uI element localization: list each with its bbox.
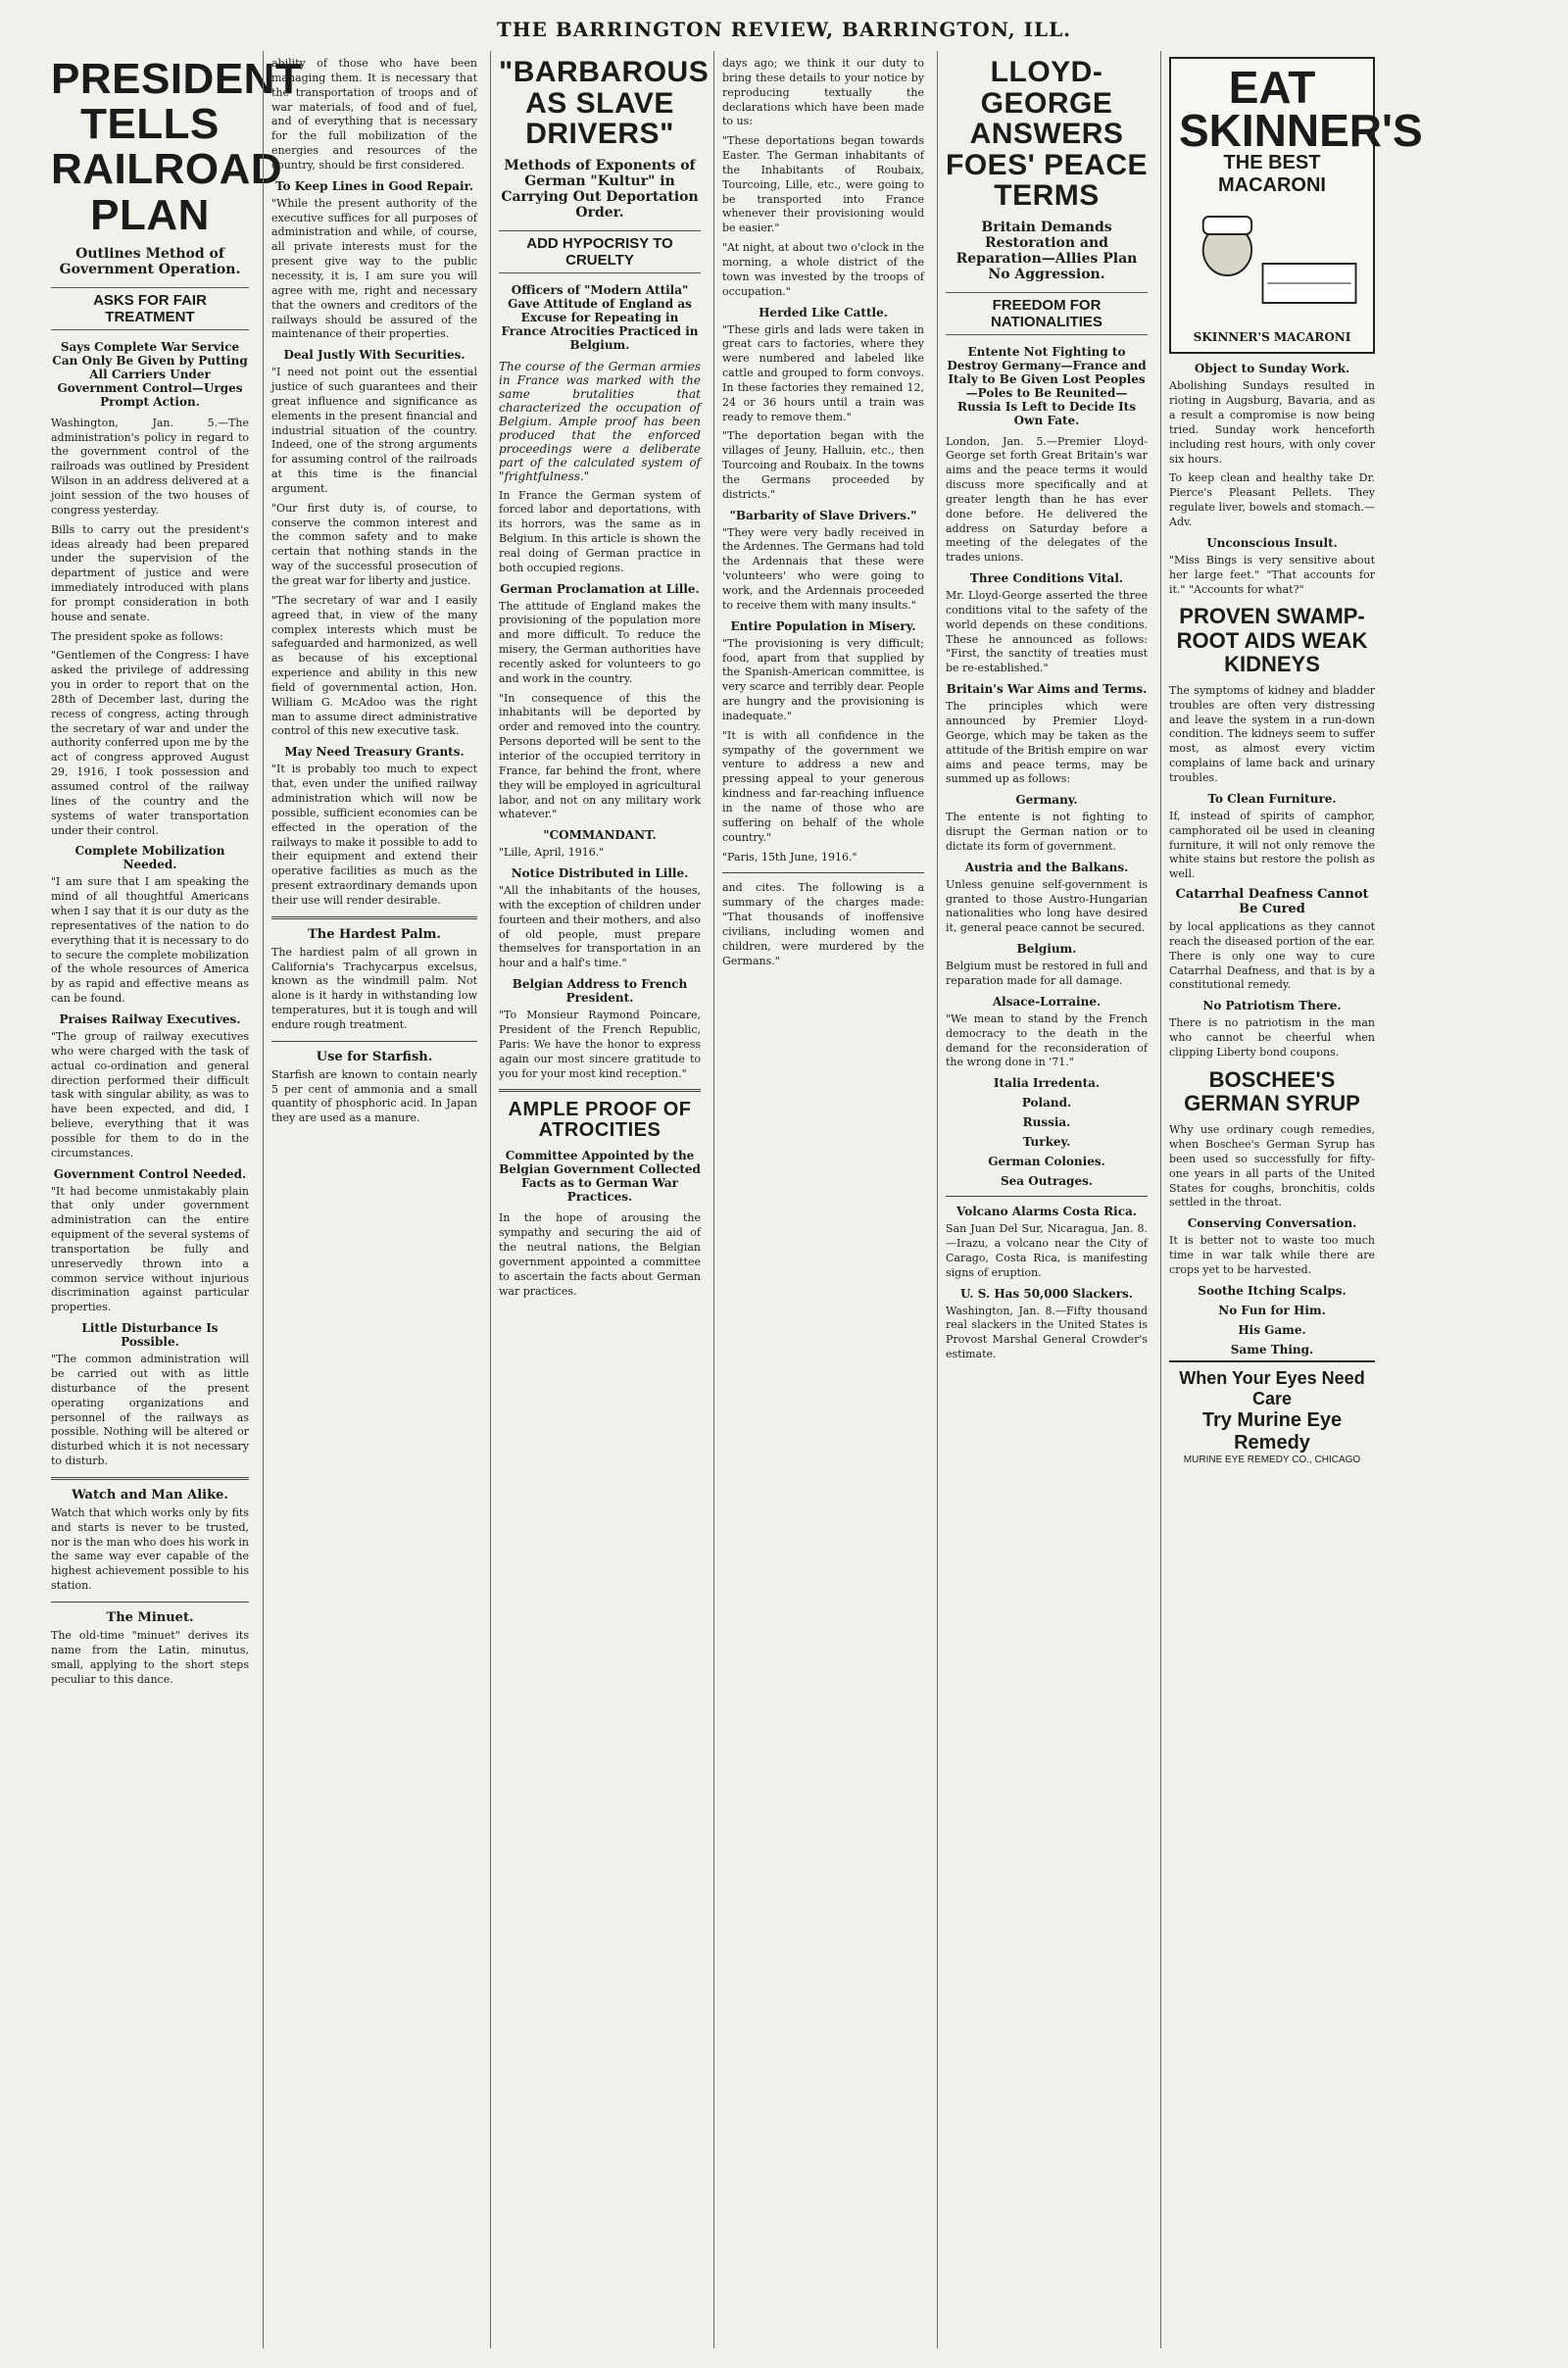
- paragraph: "The common administration will be carried out with as little disturbance of the present operating organizations and personnel of the railways as possible. Nothing will be altered or disturbed which it is not necessary to disturb.: [51, 1353, 249, 1468]
- paragraph: Mr. Lloyd-George asserted the three conditions vital to the safety of the world depends on these conditions. These he announced as follows: "First, the sanctity of treaties must be re-established.": [946, 589, 1148, 675]
- signature: "COMMANDANT.: [543, 828, 657, 843]
- paragraph: "It is probably too much to expect that, even under the unified railway administration which will now be possible, sufficient economies can be effected in the operation of the railways to make it possible to add to their equipment and extend their operative facilities as much as the present extraordinary demands upon their use will render desirable.: [271, 763, 477, 907]
- paragraph: The symptoms of kidney and bladder troubles are often very distressing and leave the system in a run-down condition. The kidneys seem to suffer most, as almost every victim complains of lame back and urinary troubles.: [1169, 683, 1375, 784]
- paragraph: ability of those who have been managing them. It is necessary that the transportation of troops and of war materials, of food and of fuel, and of everything that is necessary for the full mobilization of the energies and resources of the country, should be first considered.: [271, 57, 477, 172]
- filler-heading: Watch and Man Alike.: [72, 1487, 228, 1503]
- paragraph: "They were very badly received in the Ardennes. The Germans had told the Ardennais that these were 'volunteers' who were going to work, and the Ardennais proceeded to receive them with many insults.": [722, 525, 924, 612]
- summary-deck: Committee Appointed by the Belgian Government Collected Facts as to German War Practices.: [499, 1149, 701, 1205]
- paragraph: "It is with all confidence in the sympathy of the government we venture to address a new and pressing appeal to your generous kindness and far-reaching influence in the name of those who are suffering on behalf of the whole country.": [722, 728, 924, 844]
- lede-paragraph: The course of the German armies in France was marked with the same brutalities that characterized the occupation of Belgium. Ample proof has been produced that the enforced proceedings were a deliberate part of the calculated system of "frightfulness.": [499, 359, 701, 483]
- masthead: THE BARRINGTON REVIEW, BARRINGTON, ILL.: [496, 18, 1072, 41]
- chef-illustration: [1179, 205, 1365, 322]
- section-heading: No Fun for Him.: [1218, 1303, 1326, 1317]
- swamp-root-ad: PROVEN SWAMP-ROOT AIDS WEAK KIDNEYS: [1176, 604, 1368, 676]
- section-heading: U. S. Has 50,000 Slackers.: [960, 1286, 1133, 1301]
- paragraph: It is better not to waste too much time in war talk while there are crops yet to be harvested.: [1169, 1234, 1375, 1276]
- dateline: "Paris, 15th June, 1916.": [722, 850, 858, 863]
- section-heading: Herded Like Cattle.: [759, 305, 888, 320]
- section-heading: Alsace-Lorraine.: [992, 994, 1102, 1009]
- paragraph: Belgium must be restored in full and reparation made for all damage.: [946, 960, 1148, 987]
- paragraph: In the hope of arousing the sympathy and securing the aid of the neutral nations, the Belgian government appointed a committee to ascertain the facts about German war practices.: [499, 1211, 701, 1298]
- section-heading: Poland.: [1021, 1096, 1072, 1110]
- paragraph: "I need not point out the essential justice of such guarantees and their great influence and significance as elements in the present financial and industrial situation of the country. Indeed, one of the strong arguments for assuming control of the railroads at this time is the financial argument.: [271, 366, 477, 495]
- section-heading: German Proclamation at Lille.: [500, 581, 700, 596]
- section-heading: Deal Justly With Securities.: [283, 348, 466, 363]
- section-heading: Unconscious Insult.: [1206, 535, 1338, 550]
- murine-ad-line3: MURINE EYE REMEDY CO., CHICAGO: [1183, 1454, 1361, 1465]
- headline-lloyd-george: LLOYD-GEORGE ANSWERS FOES' PEACE TERMS: [946, 56, 1149, 212]
- paragraph: To keep clean and healthy take Dr. Pierce's Pleasant Pellets. They regulate liver, bowels and stomach.—Adv.: [1169, 471, 1375, 528]
- section-heading: May Need Treasury Grants.: [284, 745, 465, 760]
- paragraph: "Our first duty is, of course, to conserve the common interest and the common safety and to make certain that nothing stands in the way of the successful prosecution of the great war for liberty and justice.: [271, 501, 477, 587]
- section-heading: Government Control Needed.: [53, 1166, 247, 1181]
- subheadline: Outlines Method of Government Operation.: [59, 245, 241, 277]
- paragraph: days ago; we think it our duty to bring these details to your notice by reproducing textually the declarations which have been made to us:: [722, 57, 924, 128]
- section-heading: Germany.: [1015, 793, 1078, 808]
- column-4: [713, 51, 932, 2348]
- deck: ASKS FOR FAIR TREATMENT: [51, 287, 249, 330]
- section-heading: Entire Population in Misery.: [730, 618, 916, 633]
- divider: [946, 1196, 1148, 1197]
- section-heading: Little Disturbance Is Possible.: [81, 1321, 219, 1350]
- summary-deck: Entente Not Fighting to Destroy Germany—France and Italy to Be Given Lost Peoples—Poles to Be Reunited—Russia Is Left to Decide Its Own Fate.: [947, 344, 1147, 427]
- section-heading: His Game.: [1238, 1322, 1306, 1337]
- paragraph: The hardiest palm of all grown in California's Trachycarpus excelsus, known as the windmill palm. Not alone is it hardy in withstanding low temperatures, but it is tough and will endure rough treatment.: [271, 945, 477, 1031]
- section-heading: Praises Railway Executives.: [59, 1011, 241, 1026]
- murine-ad-line1: When Your Eyes Need Care: [1179, 1367, 1365, 1408]
- summary-deck: Officers of "Modern Attila" Gave Attitude of England as Excuse for Repeating in France Atrocities Practiced in Belgium.: [501, 282, 699, 352]
- paragraph: "The deportation began with the villages of Jeuny, Halluin, etc., then Tourcoing and Roubaix. In the towns the Germans proceeded by districts.": [722, 429, 924, 501]
- section-heading: Austria and the Balkans.: [964, 860, 1129, 874]
- section-heading: Sea Outrages.: [1000, 1174, 1094, 1189]
- divider: [51, 1477, 249, 1480]
- paragraph: "These girls and lads were taken in great cars to factories, where they were numbered and labeled like cattle and grouped to form convoys. In these factories they remained 12, 24 or 36 hours until a train was ready to remove them.": [722, 322, 924, 423]
- paragraph: "It had become unmistakably plain that only under government administration can the entire equipment of the several systems of transportation be fully and unreservedly thrown into a common service without injurious discrimination against particular properties.: [51, 1184, 249, 1314]
- paragraph: "At night, at about two o'clock in the morning, a whole district of the town was invested by the troops of occupation.": [722, 241, 924, 298]
- column-3: [490, 51, 709, 2348]
- divider: [271, 916, 477, 919]
- section-heading: Conserving Conversation.: [1187, 1216, 1357, 1231]
- headline-president: PRESIDENT TELLS RAILROAD PLAN: [51, 55, 303, 239]
- column-1: [43, 51, 303, 2348]
- paragraph: Washington, Jan. 8.—Fifty thousand real slackers in the United States is Provost Marshal General Crowder's estimate.: [946, 1304, 1148, 1361]
- paragraph: "The provisioning is very difficult; food, apart from that supplied by the Spanish-American committee, is very scarce and terribly dear. People are hungry and the provisioning is inadequate.": [722, 636, 924, 722]
- divider: [722, 872, 924, 873]
- section-heading: Notice Distributed in Lille.: [511, 866, 689, 881]
- divider: [51, 1602, 249, 1603]
- paragraph: Unless genuine self-government is granted to those Austro-Hungarian nationalities who long have desired it, general peace cannot be secured.: [946, 877, 1148, 935]
- paragraph: Bills to carry out the president's ideas already had been prepared under the supervision of the department of justice and were immediately introduced with plans for prompt consideration in both house and senate.: [51, 522, 249, 623]
- divider: [271, 1041, 477, 1042]
- paragraph: Starfish are known to contain nearly 5 per cent of ammonia and a small quantity of phosphoric acid. In Japan they are used as a manure.: [271, 1067, 477, 1125]
- paragraph: San Juan Del Sur, Nicaragua, Jan. 8.—Irazu, a volcano near the City of Carago, Costa Rica, is manifesting signs of eruption.: [946, 1222, 1148, 1279]
- murine-ad: [1169, 1360, 1375, 1465]
- subheadline: Britain Demands Restoration and Reparation—Allies Plan No Aggression.: [956, 219, 1138, 282]
- murine-ad-line2: Try Murine Eye Remedy: [1201, 1408, 1343, 1454]
- section-heading: Belgium.: [1016, 942, 1077, 957]
- paragraph: "All the inhabitants of the houses, with the exception of children under fourteen and their mothers, and also of old people, must prepare themselves for transportation in an hour and a half's time.": [499, 884, 701, 970]
- filler-heading: Use for Starfish.: [316, 1049, 433, 1064]
- divider: [499, 1089, 701, 1092]
- section-heading: Three Conditions Vital.: [969, 571, 1124, 586]
- section-heading: Volcano Alarms Costa Rica.: [956, 1205, 1137, 1219]
- headline-ample-proof: AMPLE PROOF OF ATROCITIES: [508, 1099, 692, 1142]
- paragraph: Why use ordinary cough remedies, when Boschee's German Syrup has been used so successfully for fifty-one years in all parts of the United States for coughs, bronchitis, colds settled in the throat.: [1169, 1123, 1375, 1209]
- summary-deck: Says Complete War Service Can Only Be Given by Putting All Carriers Under Government Control—Urges Prompt Action.: [52, 339, 248, 409]
- section-heading: Belgian Address to French President.: [512, 977, 688, 1006]
- section-heading: Soothe Itching Scalps.: [1198, 1283, 1347, 1298]
- paragraph: Abolishing Sundays resulted in rioting in Augsburg, Bavaria, and as a result a compromise is now being tried. Sunday work henceforth including rest hours, with only cover six hours.: [1169, 379, 1375, 466]
- filler-heading: The Hardest Palm.: [308, 926, 441, 942]
- headline-barbarous: "BARBAROUS AS SLAVE DRIVERS": [499, 56, 710, 150]
- deck: ADD HYPOCRISY TO CRUELTY: [499, 230, 701, 273]
- paragraph: "I am sure that I am speaking the mind of all thoughtful Americans when I say that it is our duty as the representatives of the nation to do everything that it is necessary to do to secure the complete mobilization of the whole resources of America by as rapid and effective means as can be found.: [51, 875, 249, 1006]
- dateline: "Lille, April, 1916.": [499, 846, 605, 860]
- ad-subtitle: THE BEST MACARONI: [1218, 152, 1326, 197]
- paragraph: If, instead of spirits of camphor, camphorated oil be used in cleaning furniture, it will not only remove the white stains but restore the polish as well.: [1169, 809, 1375, 881]
- ad-title: EAT SKINNER'S: [1179, 62, 1423, 156]
- section-heading: Russia.: [1022, 1115, 1071, 1130]
- filler-heading: The Minuet.: [106, 1609, 194, 1625]
- ad-package-label: SKINNER'S MACARONI: [1193, 330, 1351, 345]
- section-heading: Same Thing.: [1230, 1342, 1314, 1357]
- section-heading: Complete Mobilization Needed.: [74, 844, 225, 872]
- section-heading: To Clean Furniture.: [1207, 791, 1337, 806]
- column-6: [1160, 51, 1423, 2348]
- paragraph: The president spoke as follows:: [51, 629, 223, 643]
- paragraph: Washington, Jan. 5.—The administration's policy in regard to the government control of the railroads was outlined by President Wilson in an address delivered at a joint session of the two houses of congress yesterday.: [51, 416, 249, 517]
- column-5: [937, 51, 1155, 2348]
- paragraph: London, Jan. 5.—Premier Lloyd-George set forth Great Britain's war aims and the peace terms it would discuss more specifically and at greater length than he has ever done before. He delivered the address on Saturday before a meeting of the delegates of the trades unions.: [946, 434, 1148, 565]
- section-heading: Britain's War Aims and Terms.: [946, 682, 1148, 697]
- paragraph: and cites. The following is a summary of the charges made: "That thousands of inoffensive civilians, including women and children, were murdered by the Germans.": [722, 881, 924, 967]
- subheadline: Methods of Exponents of German "Kultur" in Carrying Out Deportation Order.: [501, 157, 699, 221]
- paragraph: The principles which were announced by Premier Lloyd-George, which may be taken as the attitude of the British empire on war aims and peace terms, may be summed up as follows:: [946, 700, 1148, 786]
- paragraph: "To Monsieur Raymond Poincare, President of the French Republic, Paris: We have the honor to express again our most sincere gratitude to you for your most kind reception.": [499, 1009, 701, 1080]
- section-heading: German Colonies.: [988, 1155, 1105, 1169]
- catarrh-ad-heading: Catarrhal Deafness Cannot Be Cured: [1175, 887, 1369, 917]
- boschee-ad: BOSCHEE'S GERMAN SYRUP: [1184, 1066, 1360, 1115]
- paragraph: "While the present authority of the executive suffices for all purposes of administration and while, of course, all private interests must for the present give way to the public necessity, it is, I am sure you will agree with me, right and necessary that the owners and creditors of the railways should be assured of the maintenance of their properties.: [271, 196, 477, 341]
- paragraph: "We mean to stand by the French democracy to the death in the demand for the reconsideration of the wrong done in '71.": [946, 1011, 1148, 1069]
- paragraph: Watch that which works only by fits and starts is never to be trusted, nor is the man who does his work in the same way ever capable of the highest achievement possible to his station.: [51, 1505, 249, 1593]
- section-heading: Turkey.: [1022, 1135, 1071, 1150]
- paragraph: "The secretary of war and I easily agreed that, in view of the many complex interests which must be safeguarded and harmonized, as well as because of his exceptional experience and ability in this new field of governmental action, Hon. William G. McAdoo was the right man to assume direct administrative control of this new executive task.: [271, 593, 477, 738]
- section-heading: Object to Sunday Work.: [1194, 362, 1350, 376]
- paragraph: In France the German system of forced labor and deportations, with its horrors, was the same as in Belgium. In this article is shown the real doing of German practice in both occupied regions.: [499, 488, 701, 574]
- section-heading: "Barbarity of Slave Drivers.": [729, 508, 917, 522]
- section-heading: Italia Irredenta.: [993, 1076, 1101, 1091]
- skinners-ad: [1169, 57, 1423, 354]
- deck: FREEDOM FOR NATIONALITIES: [946, 292, 1148, 335]
- paragraph: The attitude of England makes the provisioning of the population more and more difficult. To reduce the misery, the German authorities have recently asked for volunteers to go and work in the country.: [499, 599, 701, 685]
- column-2: [263, 51, 485, 2348]
- paragraph: "In consequence of this the inhabitants will be deported by order and removed into the country. Persons deported will be sent to the interior of the occupied territory in France, far behind the front, where they will be employed in agricultural labor, and not on any military work whatever.": [499, 691, 701, 821]
- paragraph: "These deportations began towards Easter. The German inhabitants of the Inhabitants of Roubaix, Tourcoing, Lille, etc., were going to be transported into France whenever their provisioning would be easier.": [722, 134, 924, 235]
- paragraph: "Miss Bings is very sensitive about her large feet." "That accounts for it." "Accounts for what?": [1169, 553, 1375, 596]
- paragraph: The old-time "minuet" derives its name from the Latin, minutus, small, applying to the short steps peculiar to this dance.: [51, 1628, 249, 1686]
- paragraph: The entente is not fighting to disrupt the German nation or to dictate its form of government.: [946, 811, 1148, 853]
- section-heading: No Patriotism There.: [1202, 999, 1342, 1013]
- paragraph: "Gentlemen of the Congress: I have asked the privilege of addressing you in order to report that on the 28th of December last, during the recess of congress, acting through the secretary of war and under the authority conferred upon me by the act of congress approved August 29, 1916, I took possession and assumed control of the railway lines of the country and the systems of water transportation under their control.: [51, 649, 249, 837]
- paragraph: There is no patriotism in the man who cannot be cheerful when clipping Liberty bond coupons.: [1169, 1016, 1375, 1059]
- paragraph: "The group of railway executives who were charged with the task of actual co-ordination and general direction performed their difficult task with singular ability, as was to have been expected, and did, I believe, everything that it was possible for them to do in the circumstances.: [51, 1029, 249, 1159]
- paragraph: by local applications as they cannot reach the diseased portion of the ear. There is only one way to cure Catarrhal Deafness, and that is by a constitutional remedy.: [1169, 920, 1375, 992]
- section-heading: To Keep Lines in Good Repair.: [274, 178, 474, 193]
